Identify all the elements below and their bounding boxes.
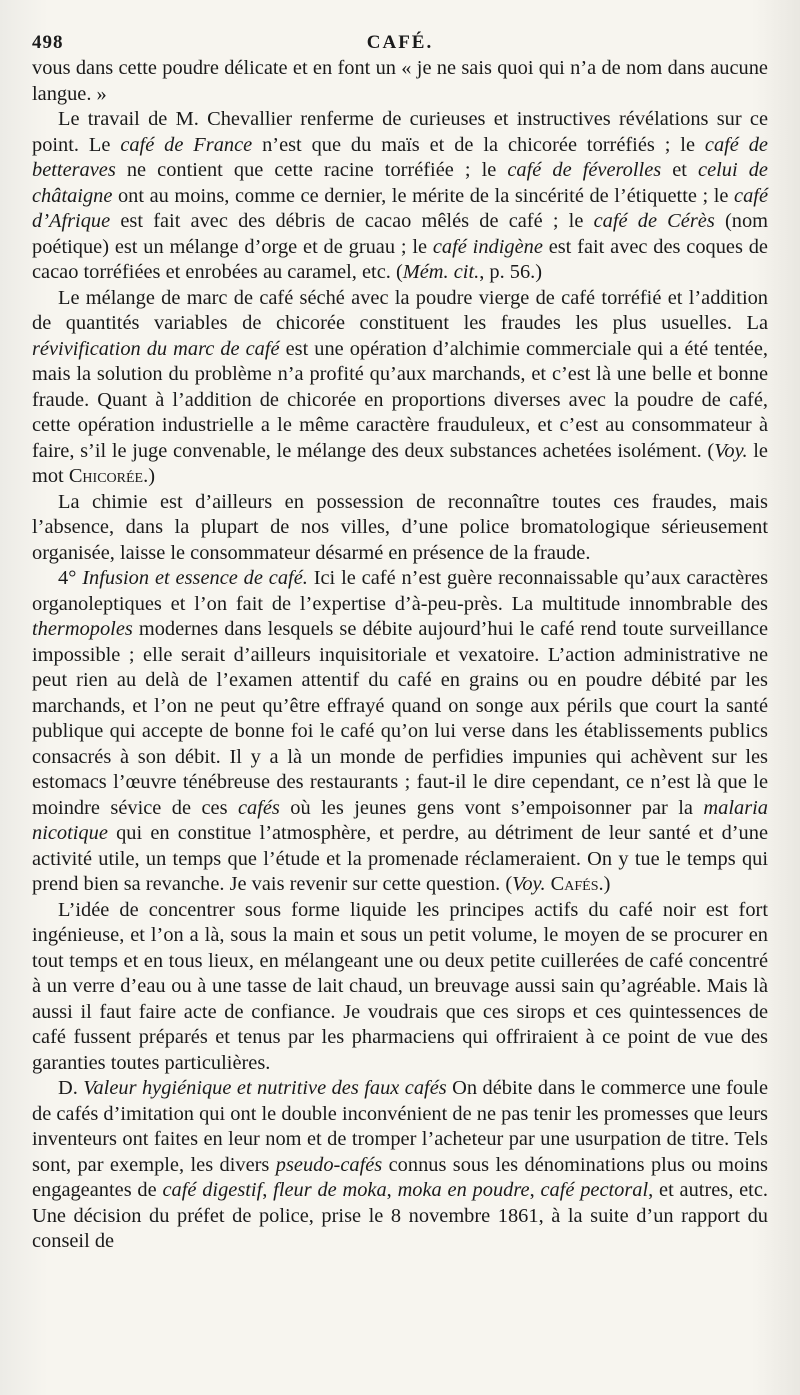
italic-text: café de Cérès [593,210,715,232]
text-run: D. [58,1077,84,1099]
italic-text: café de féverolles [507,159,662,181]
italic-text: café de France [120,133,253,156]
italic-text: celui de châtaigne [32,159,768,207]
italic-text: Voy. [512,873,546,895]
text-run: n’est que du maïs et de la chicorée torréfiés ; le [252,133,705,156]
text-run: (nom poétique) est un mélange d’orge et de gruau ; le [32,210,768,258]
text-run: L’idée de concentrer sous forme liquide les principes actifs du café noir est fort ingénieuse, et l’on a là, sous la main et sous un petit volume, le moyen de se procurer en tout temps et en tous lieux, en mélangeant une ou deux petite cuillerées de café concentré à un verre d’eau ou à une tasse de lait chaud, un breuvage aussi sain qu’agréable. Mais là aussi il faut faire acte de confiance. Je voudrais que ces sirops et ces quintessences de café fussent préparés et tenus par les pharmaciens qui offriraient à ce point de vue des garanties toutes particulières. [32,898,768,1074]
text-run: le mot [32,439,768,487]
body-text [32,56,768,1255]
italic-text: fleur de moka [273,1179,387,1201]
paragraph [32,56,768,107]
italic-text: cafés [237,796,280,819]
paragraph [32,286,768,490]
text-run: est fait avec des coques de cacao torréfiées et enrobées au caramel, etc. ( [32,235,768,283]
text-run: , p. 56.) [479,261,543,283]
text-run: est fait avec des débris de cacao mêlés de café ; le [110,210,594,232]
text-run: , [386,1179,398,1201]
paragraph [32,898,768,1077]
small-caps-text: Chicorée [68,465,144,487]
italic-text: café indigène [432,235,543,258]
italic-text: moka en poudre [397,1179,530,1201]
text-run: vous dans cette poudre délicate et en font un « je ne sais quoi qui n’a de nom dans aucune langue. » [32,57,768,105]
italic-text: café digestif [162,1179,263,1201]
italic-text: révivification du marc de café [32,337,280,360]
italic-text: Mém. cit. [402,261,480,283]
italic-text: Valeur hygiénique et nutritive des faux cafés [83,1077,447,1099]
text-run: , [262,1179,274,1201]
text-run: qui en constitue l’atmosphère, et perdre, au détriment de leur santé et d’une activité utile, un temps que l’étude et la promenade réclameraient. On y tue le temps qui prend bien sa revanche. Je vais revenir sur cette question. ( [32,822,768,895]
text-run: Le mélange de marc de café séché avec la poudre vierge de café torréfié et l’addition de quantités variables de chicorée constituent les fraudes les plus usuelles. La [32,286,768,334]
text-run: Le travail de M. Chevallier renferme de curieuses et instructives révélations sur ce point. Le [32,108,768,156]
text-run: La chimie est d’ailleurs en possession de reconnaître toutes ces fraudes, mais l’absence, dans la plupart de nos villes, d’une police bromatologique sérieusement organisée, laisse le consommateur désarmé en présence de la fraude. [32,490,768,564]
page-number: 498 [32,32,64,53]
running-head [32,30,768,56]
paragraph [32,490,768,567]
text-run: connus sous les dénominations plus ou moins engageantes de [32,1153,768,1201]
text-run: est une opération d’alchimie commerciale qui a été tentée, mais la solution du problème n’a profité qu’aux marchands, et c’est là une belle et bonne fraude. Quant à l’addition de chicorée en proportions diverses avec la poudre de café, cette opération industrielle a le même caractère frauduleux, et c’est au consommateur à faire, s’il le juge convenable, le mélange des deux substances achetées isolément. ( [32,337,768,462]
text-run: ne contient que cette racine torréfiée ; le [115,159,508,181]
text-run: On débite dans le commerce une foule de cafés d’imitation qui ont le double inconvénient de ne pas tenir les promesses que leurs inventeurs ont faites en leur nom et de tromper l’acheteur par une usurpation de titre. Tels sont, par exemple, les divers [32,1077,768,1176]
text-run: .) [598,873,611,895]
italic-text: thermopoles [32,618,133,640]
text-run: modernes dans lesquels se débite aujourd’hui le café rend toute surveillance impossible ; elle serait d’ailleurs inquisitoriale et vexatoire. L’action administrative ne peut rien au delà de l’examen attentif du café en grains ou en poudre débité par les marchands, et l’on ne peut qu’être effrayé quand on songe aux périls que court la santé publique qui accepte de bonne foi le café qu’on lui verse dans les établissements publics consacrés à son débit. Il y a là un monde de perfidies impunies qui achèvent sur les estomacs l’œuvre ténébreuse des restaurants ; faut-il le dire cependant, ce n’est là que le moindre sévice de ces [32,618,768,819]
italic-text: café de betteraves [32,133,768,181]
text-run: .) [143,465,155,487]
italic-text: pseudo-cafés [275,1153,383,1176]
text-run: Ici le café n’est guère reconnaissable qu’aux caractères organoleptiques et l’on fait de l’expertise d’à-peu-près. La multitude innombrable des [32,567,769,615]
small-caps-text: Cafés [550,873,599,895]
text-run: , [529,1179,541,1201]
running-title: CAFÉ. [366,32,434,53]
text-run: et [661,159,699,181]
text-run: où les jeunes gens vont s’empoisonner par la [279,796,704,819]
paragraph [32,566,768,898]
italic-text: Voy. [714,439,748,462]
italic-text: malaria nicotique [32,796,768,844]
italic-text: café d’Afrique [32,184,768,232]
paragraph [32,107,768,286]
italic-text: café pectoral [540,1179,649,1201]
paragraph [32,1076,768,1255]
text-run: ont au moins, comme ce dernier, le mérite de la sincérité de l’étiquette ; le [112,184,735,207]
italic-text: Infusion et essence de café. [82,567,308,589]
text-run: 4° [58,567,83,589]
text-run: , et autres, etc. Une décision du préfet de police, prise le 8 novembre 1861, à la suite d’un rapport du conseil de [32,1179,768,1252]
